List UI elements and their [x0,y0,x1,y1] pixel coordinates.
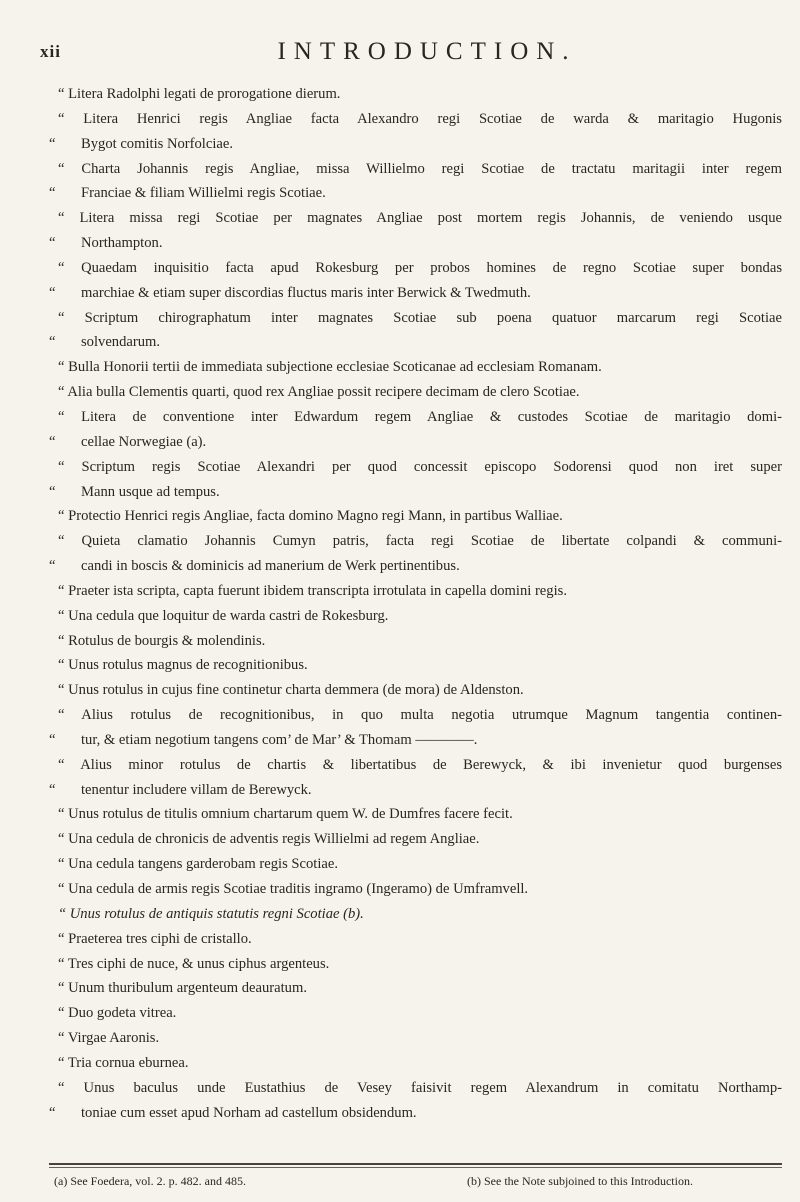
continuation-quote-mark: “ [49,284,56,301]
line-text: “ Praeterea tres ciphi de cristallo. [58,930,252,947]
text-line [49,802,782,827]
line-text: “ Unus rotulus de titulis omnium chartarum quem W. de Dumfres facere fecit. [58,806,513,823]
text-line [49,877,782,902]
line-text: Bygot comitis Norfolciae. [81,135,233,152]
line-text: “ Una cedula tangens garderobam regis Scotiae. [58,856,339,873]
text-line [49,554,782,579]
line-text: “ Quaedam inquisitio facta apud Rokesburg per probos homines de regno Scotiae super bondas [58,259,782,276]
text-line [49,1051,782,1076]
text-line [49,927,782,952]
text-line [49,480,782,505]
text-line [49,504,782,529]
continuation-quote-mark: “ [49,781,56,798]
text-line [49,355,782,380]
text-line [49,852,782,877]
text-line [49,952,782,977]
text-line [49,1026,782,1051]
text-line [49,380,782,405]
text-line [49,604,782,629]
line-text: “ Una cedula de armis regis Scotiae traditis ingramo (Ingeramo) de Umframvell. [58,881,529,897]
text-line [49,256,782,281]
line-text: “ Litera missa regi Scotiae per magnates Angliae post mortem regis Johannis, de veniendo usque [58,210,782,227]
footnote-a: (a) See Foedera, vol. 2. p. 482. and 485. [54,1174,246,1188]
line-text: “ Scriptum regis Scotiae Alexandri per quod concessit episcopo Sodorensi quod non iret super [58,458,782,475]
footnote-rule [49,1163,782,1165]
line-text: “ Rotulus de bourgis & molendinis. [58,632,266,649]
text-line [49,306,782,331]
text-line [49,231,782,256]
text-line [49,902,782,927]
text-line [49,529,782,554]
text-line [49,1076,782,1101]
line-text: “ Unum thuribulum argenteum deauratum. [58,980,307,997]
page-header [40,38,780,68]
line-text: “ Alius rotulus de recognitionibus, in quo multa negotia utrumque Magnum tangentia continen- [58,707,782,724]
line-text: marchiae & etiam super discordias fluctus maris inter Berwick & Twedmuth. [81,284,531,301]
text-line [49,82,782,107]
line-text: Northampton. [81,235,163,252]
text-line [49,579,782,604]
continuation-quote-mark: “ [49,558,56,575]
text-line [49,976,782,1001]
text-line [49,281,782,306]
text-line [49,653,782,678]
text-line [49,330,782,355]
continuation-quote-mark: “ [49,1104,56,1121]
continuation-quote-mark: “ [49,731,56,748]
line-text: Franciae & filiam Willielmi regis Scotiae. [81,185,326,202]
text-line [49,455,782,480]
line-text: “ Charta Johannis regis Angliae, missa Willielmo regi Scotiae de tractatu maritagii inter regem [58,160,782,177]
text-line [49,629,782,654]
line-text: “ Unus baculus unde Eustathius de Vesey faisivit regem Alexandrum in comitatu Northamp- [58,1079,782,1096]
line-text: “ Alia bulla Clementis quarti, quod rex Angliae possit recipere decimam de clero Scotiae. [58,384,580,401]
footnote-rule-thin [49,1167,782,1168]
continuation-quote-mark: “ [49,185,56,202]
continuation-quote-mark: “ [49,334,56,351]
line-text: “ Unus rotulus magnus de recognitionibus. [58,657,308,674]
line-text: toniae cum esset apud Norham ad castellum obsidendum. [81,1104,417,1121]
text-line [49,827,782,852]
body-text [49,82,782,1125]
line-text: “ Unus rotulus in cujus fine continetur charta demmera (de mora) de Aldenston. [58,682,524,699]
page-number: xii [40,42,61,61]
text-line [49,778,782,803]
footnotes [54,1174,782,1198]
line-text: “ Quieta clamatio Johannis Cumyn patris, facta regi Scotiae de libertate colpandi & communi- [58,533,782,550]
line-text: “ Unus rotulus de antiquis statutis regni Scotiae (b). [58,905,364,922]
line-text: “ Litera de conventione inter Edwardum regem Angliae & custodes Scotiae de maritagio domi- [58,408,782,425]
continuation-quote-mark: “ [49,135,56,152]
text-line [49,1001,782,1026]
text-line [49,107,782,132]
line-text: cellae Norwegiae (a). [81,433,207,450]
footnote-b: (b) See the Note subjoined to this Introduction. [467,1174,693,1188]
line-text: Mann usque ad tempus. [81,483,220,500]
line-text: “ Tres ciphi de nuce, & unus ciphus argenteus. [58,955,330,972]
running-head: INTRODUCTION. [277,38,577,65]
line-text: “ Praeter ista scripta, capta fuerunt ibidem transcripta irrotulata in capella domini regis. [58,582,567,599]
line-text: tur, & etiam negotium tangens com’ de Mar’ & Thomam ————. [81,731,478,748]
line-text: solvendarum. [81,334,161,351]
text-line [49,132,782,157]
text-line [49,157,782,182]
line-text: “ Una cedula de chronicis de adventis regis Willielmi ad regem Angliae. [58,831,480,848]
line-text: “ Alius minor rotulus de chartis & libertatibus de Berewyck, & ibi invenietur quod burgenses [58,756,782,773]
line-text: “ Scriptum chirographatum inter magnates Scotiae sub poena quatuor marcarum regi Scotiae [58,309,782,326]
line-text: “ Bulla Honorii tertii de immediata subjectione ecclesiae Scoticanae ad ecclesiam Romanam. [58,359,602,376]
text-line [49,728,782,753]
text-line [49,206,782,231]
line-text: candi in boscis & dominicis ad manerium de Werk pertinentibus. [81,558,460,575]
line-text: “ Protectio Henrici regis Angliae, facta domino Magno regi Mann, in partibus Walliae. [58,508,563,525]
line-text: “ Litera Henrici regis Angliae facta Alexandro regi Scotiae de warda & maritagio Hugonis [58,110,782,127]
text-line [49,430,782,455]
text-line [49,1101,782,1126]
line-text: “ Duo godeta vitrea. [58,1005,177,1022]
line-text: tenentur includere villam de Berewyck. [81,781,312,798]
line-text: “ Virgae Aaronis. [58,1030,160,1047]
text-line [49,181,782,206]
text-line [49,405,782,430]
line-text: “ Tria cornua eburnea. [58,1054,189,1071]
continuation-quote-mark: “ [49,483,56,500]
text-line [49,678,782,703]
text-line [49,753,782,778]
continuation-quote-mark: “ [49,433,56,450]
line-text: “ Litera Radolphi legati de prorogatione dierum. [58,86,341,102]
continuation-quote-mark: “ [49,235,56,252]
text-line [49,703,782,728]
line-text: “ Una cedula que loquitur de warda castri de Rokesburg. [58,607,389,624]
